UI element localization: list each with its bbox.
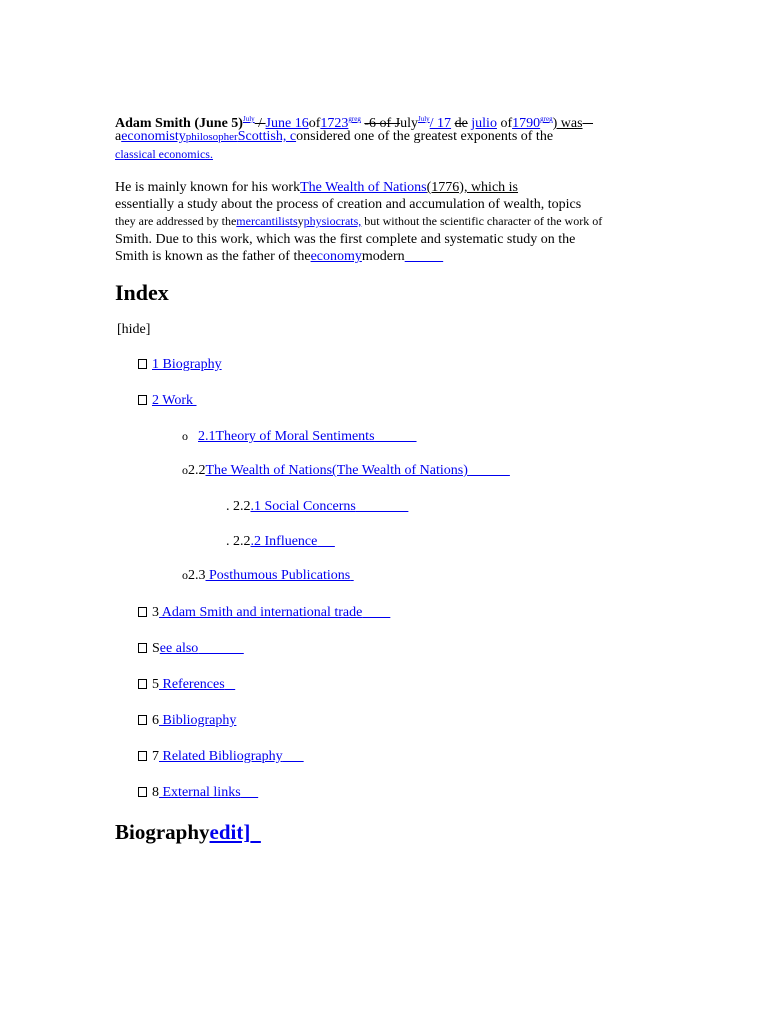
link-wealth-of-nations[interactable]: The Wealth of Nations bbox=[300, 180, 427, 195]
square-bullet-icon bbox=[138, 787, 147, 797]
toc-label[interactable]: 1Theory of Moral Sentiments bbox=[208, 429, 375, 444]
circle-bullet-icon: o bbox=[182, 429, 188, 443]
toc-num[interactable]: 2 bbox=[152, 393, 159, 408]
link-classical-economics[interactable]: classical economics. bbox=[115, 147, 213, 161]
square-bullet-icon bbox=[138, 395, 147, 405]
text-a: a bbox=[115, 129, 122, 144]
strike-slash: / bbox=[254, 116, 266, 131]
para-text-3b: but without the scientific character of the work of bbox=[361, 214, 603, 228]
toc-num: 2.3 bbox=[188, 568, 206, 583]
toc-num: 8 bbox=[152, 785, 159, 800]
toc-label[interactable]: ee also bbox=[159, 641, 199, 656]
para-line-3 bbox=[115, 214, 602, 229]
text-of-2: of bbox=[500, 116, 513, 131]
toc-label[interactable]: External links bbox=[159, 785, 241, 800]
text-of: of bbox=[308, 116, 321, 131]
toc-item-international-trade[interactable] bbox=[138, 605, 390, 621]
toc-num: 6 bbox=[152, 713, 159, 728]
square-bullet-icon bbox=[138, 359, 147, 369]
para-text-y: y bbox=[297, 214, 304, 228]
square-bullet-icon bbox=[138, 751, 147, 761]
toc-label[interactable]: Posthumous Publications bbox=[205, 568, 351, 583]
link-mercantilists[interactable]: mercantilists bbox=[236, 214, 298, 228]
toc-label[interactable]: Related Bibliography bbox=[159, 749, 283, 764]
para-text-modern: modern bbox=[361, 249, 405, 264]
link-1723[interactable]: 1723 bbox=[320, 116, 349, 131]
toc-label[interactable]: .2 Influence bbox=[250, 534, 318, 549]
toc-item-social-concerns[interactable] bbox=[226, 499, 408, 515]
toc-label[interactable]: Adam Smith and international trade bbox=[159, 605, 363, 620]
intro-bold-name: Adam Smith (June 5) bbox=[115, 116, 243, 131]
strike-6-of-j: -6 of J bbox=[364, 116, 401, 131]
intro-line-2 bbox=[115, 128, 553, 146]
para-line-1 bbox=[115, 179, 518, 196]
toc-item-references[interactable] bbox=[138, 677, 235, 693]
toc-label[interactable]: The Wealth of Nations(The Wealth of Nations) bbox=[205, 463, 468, 478]
link-julio[interactable]: julio bbox=[471, 116, 497, 131]
square-bullet-icon bbox=[138, 679, 147, 689]
toc-num[interactable]: 2. bbox=[198, 429, 209, 444]
sup-july[interactable]: July bbox=[242, 115, 255, 123]
text-considered: onsidered one of the greatest exponents of the bbox=[296, 129, 554, 144]
toc-num[interactable]: 1 bbox=[152, 357, 159, 372]
toc-item-wealth-of-nations[interactable] bbox=[182, 463, 510, 479]
intro-line-3 bbox=[115, 147, 213, 162]
toc-item-moral-sentiments[interactable] bbox=[182, 429, 417, 445]
toc-item-bibliography[interactable] bbox=[138, 713, 236, 729]
link-economisty[interactable]: economisty bbox=[121, 129, 186, 144]
square-bullet-icon bbox=[138, 607, 147, 617]
toc-label[interactable]: Biography bbox=[159, 357, 222, 372]
toc-num: 3 bbox=[152, 605, 159, 620]
link-philosopher[interactable]: philosopher bbox=[185, 131, 238, 143]
para-text-1: He is mainly known for his work bbox=[115, 180, 301, 195]
link-17[interactable]: / 17 bbox=[429, 116, 452, 131]
toc-label[interactable]: Bibliography bbox=[159, 713, 237, 728]
sup-july-2[interactable]: July bbox=[418, 115, 430, 123]
toc-item-biography[interactable] bbox=[138, 357, 222, 373]
link-scottish[interactable]: Scottish, c bbox=[237, 129, 297, 144]
toc-num: 7 bbox=[152, 749, 159, 764]
circle-bullet-icon: o bbox=[182, 463, 188, 477]
link-1790[interactable]: 1790 bbox=[512, 116, 541, 131]
toc-label[interactable]: References bbox=[159, 677, 225, 692]
text-was: ) was bbox=[552, 116, 583, 131]
sup-greg-2[interactable]: greg bbox=[540, 115, 553, 123]
square-bullet-icon bbox=[138, 643, 147, 653]
toc-num: 5 bbox=[152, 677, 159, 692]
sup-greg[interactable]: greg bbox=[348, 115, 361, 123]
para-line-4: Smith. Due to this work, which was the first complete and systematic study on the bbox=[115, 232, 576, 247]
index-title: Index bbox=[115, 280, 169, 305]
para-text-3: they are addressed by the bbox=[115, 214, 237, 228]
toc-item-influence[interactable] bbox=[226, 534, 335, 550]
toc-num: 2.2 bbox=[188, 463, 206, 478]
toc-item-external-links[interactable] bbox=[138, 785, 258, 801]
edit-link[interactable]: edit] bbox=[209, 820, 251, 844]
toc-num: . 2.2 bbox=[226, 499, 251, 514]
text-uly: uly bbox=[400, 116, 418, 131]
circle-bullet-icon: o bbox=[182, 568, 188, 582]
toc-hide-toggle[interactable]: [hide] bbox=[117, 322, 151, 337]
link-physiocrats[interactable]: physiocrats, bbox=[303, 214, 362, 228]
link-economy[interactable]: economy bbox=[310, 249, 362, 264]
toc-label[interactable]: Work bbox=[159, 393, 194, 408]
section-heading-biography bbox=[115, 820, 261, 845]
link-june-16[interactable]: June 16 bbox=[265, 116, 309, 131]
toc-item-related-bibliography[interactable] bbox=[138, 749, 304, 765]
section-title: Biography bbox=[115, 820, 210, 844]
strike-de: de bbox=[454, 116, 468, 131]
toc-num: . 2.2 bbox=[226, 534, 251, 549]
toc-label[interactable]: .1 Social Concerns bbox=[250, 499, 356, 514]
para-text-1b: (1776), which is bbox=[426, 180, 519, 195]
para-text-5: Smith is known as the father of the bbox=[115, 249, 311, 264]
para-line-2: essentially a study about the process of creation and accumulation of wealth, topics bbox=[115, 197, 582, 212]
para-line-5 bbox=[115, 248, 443, 265]
toc-item-see-also[interactable] bbox=[138, 641, 244, 657]
square-bullet-icon bbox=[138, 715, 147, 725]
toc-item-posthumous[interactable] bbox=[182, 568, 354, 584]
toc-item-work[interactable] bbox=[138, 393, 197, 409]
toc-num: S bbox=[152, 641, 160, 656]
